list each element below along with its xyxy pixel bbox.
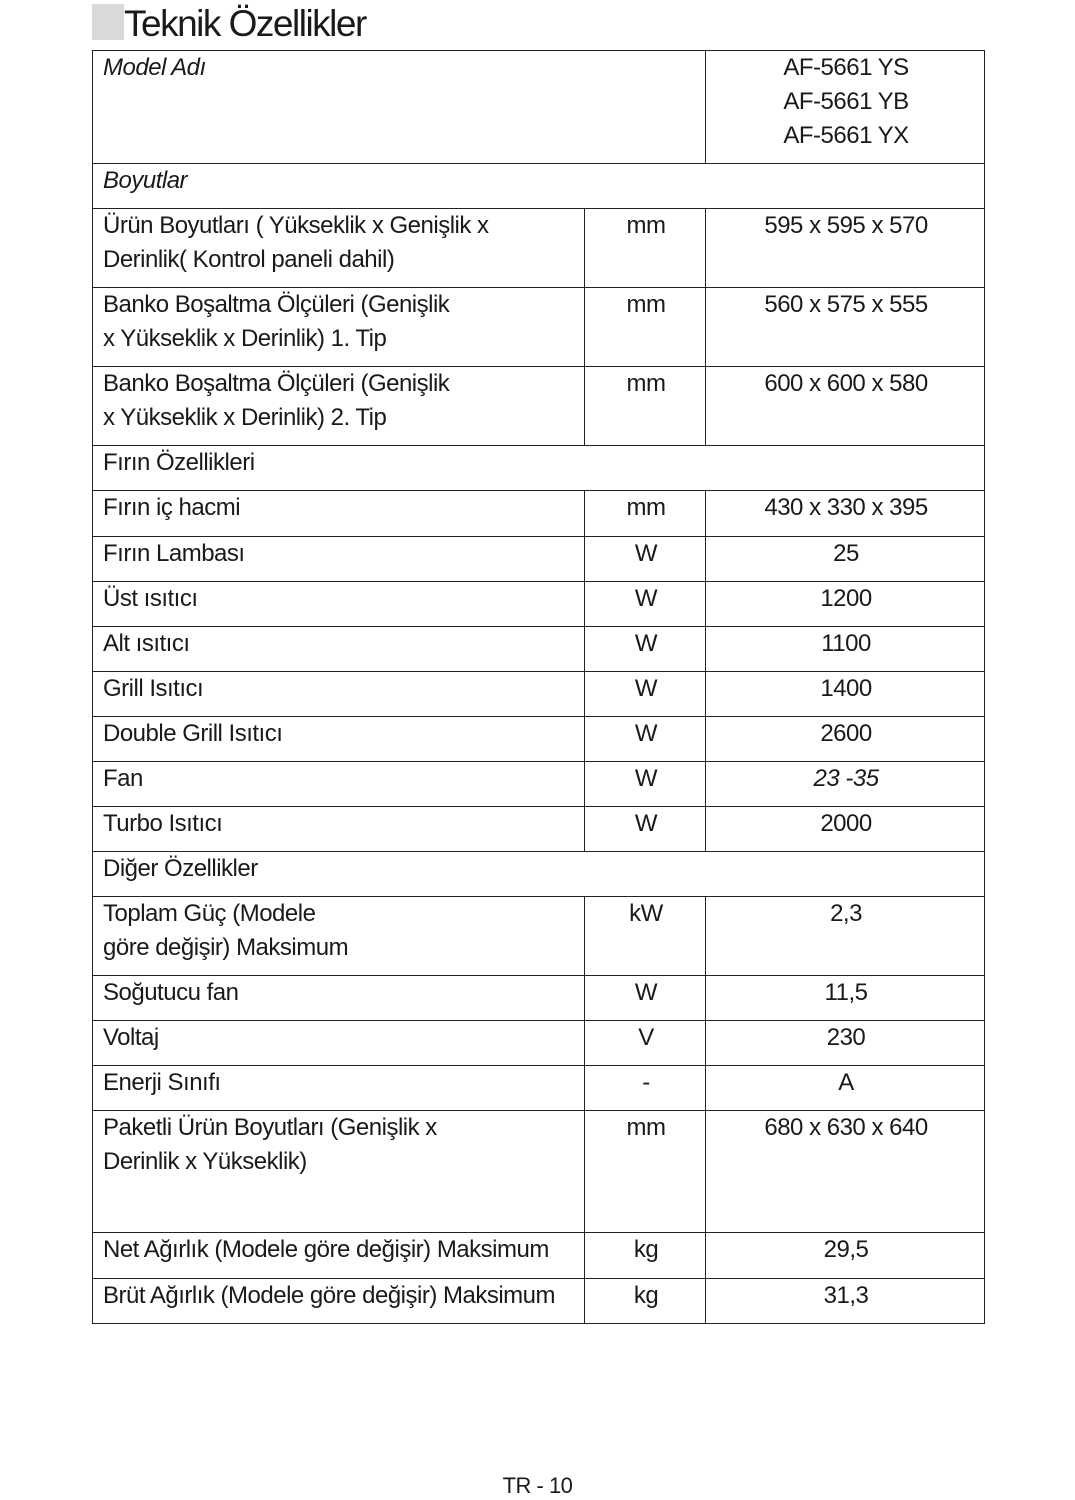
- table-row: [93, 1111, 985, 1233]
- section-title: Fırın Özellikleri: [93, 446, 985, 491]
- model-values: [706, 51, 985, 164]
- row-unit: mm: [585, 209, 706, 288]
- row-value: 1400: [706, 672, 985, 717]
- row-label: Enerji Sınıfı: [93, 1066, 585, 1111]
- table-row: [93, 897, 985, 976]
- row-label-line: göre değişir) Maksimum: [103, 934, 349, 961]
- row-unit: -: [585, 1066, 706, 1111]
- row-value: 1100: [706, 627, 985, 672]
- table-row: [93, 1066, 985, 1111]
- row-value: 1200: [706, 582, 985, 627]
- row-label: Fan: [93, 762, 585, 807]
- row-label: [93, 288, 585, 367]
- row-label-line: Toplam Güç (Modele: [103, 900, 316, 927]
- row-label: Fırın iç hacmi: [93, 491, 585, 537]
- table-row: [93, 288, 985, 367]
- row-label: Alt ısıtıcı: [93, 627, 585, 672]
- section-row-oven: [93, 446, 985, 491]
- row-value: 600 x 600 x 580: [706, 367, 985, 446]
- row-unit: mm: [585, 491, 706, 537]
- row-unit: W: [585, 672, 706, 717]
- row-label-line: Derinlik( Kontrol paneli dahil): [103, 246, 395, 273]
- model-value: AF-5661 YX: [783, 122, 909, 149]
- row-unit: V: [585, 1021, 706, 1066]
- row-unit: W: [585, 717, 706, 762]
- row-value: A: [706, 1066, 985, 1111]
- table-row: [93, 717, 985, 762]
- table-row: [93, 491, 985, 537]
- page-number: TR - 10: [502, 1473, 573, 1498]
- row-value: 595 x 595 x 570: [706, 209, 985, 288]
- row-label: Üst ısıtıcı: [93, 582, 585, 627]
- row-unit: kg: [585, 1233, 706, 1279]
- row-label: Turbo Isıtıcı: [93, 807, 585, 852]
- row-value: 25: [706, 537, 985, 582]
- row-unit: mm: [585, 288, 706, 367]
- row-unit: mm: [585, 1111, 706, 1233]
- row-value: 29,5: [706, 1233, 985, 1279]
- spec-table: [92, 50, 985, 1324]
- row-label: Grill Isıtıcı: [93, 672, 585, 717]
- table-row: [93, 367, 985, 446]
- section-row-other: [93, 852, 985, 897]
- row-label-line: Paketli Ürün Boyutları (Genişlik x: [103, 1114, 437, 1141]
- page-title: Teknik Özellikler: [124, 3, 366, 44]
- row-value: 2600: [706, 717, 985, 762]
- row-label: Voltaj: [93, 1021, 585, 1066]
- row-label: Soğutucu fan: [93, 976, 585, 1021]
- table-row: [93, 209, 985, 288]
- row-unit: W: [585, 762, 706, 807]
- table-row: [93, 762, 985, 807]
- row-value: 2000: [706, 807, 985, 852]
- section-row-dimensions: [93, 164, 985, 209]
- model-label: Model Adı: [93, 51, 706, 164]
- row-label: [93, 897, 585, 976]
- table-row: [93, 807, 985, 852]
- row-value: 680 x 630 x 640: [706, 1111, 985, 1233]
- row-label: [93, 367, 585, 446]
- row-value: 23 -35: [706, 762, 985, 807]
- table-row: [93, 976, 985, 1021]
- table-row: [93, 1233, 985, 1279]
- row-label: [93, 209, 585, 288]
- row-label: Fırın Lambası: [93, 537, 585, 582]
- row-unit: W: [585, 582, 706, 627]
- row-value: 430 x 330 x 395: [706, 491, 985, 537]
- row-label: Net Ağırlık (Modele göre değişir) Maksimum: [93, 1233, 585, 1279]
- title-accent-bar: [92, 4, 124, 40]
- model-row: [93, 51, 985, 164]
- row-label: Double Grill Isıtıcı: [93, 717, 585, 762]
- table-row: [93, 1021, 985, 1066]
- row-label-line: Ürün Boyutları ( Yükseklik x Genişlik x: [103, 212, 489, 239]
- table-row: [93, 627, 985, 672]
- section-title: Diğer Özellikler: [93, 852, 985, 897]
- model-value: AF-5661 YS: [783, 54, 909, 81]
- row-value: 2,3: [706, 897, 985, 976]
- table-row: [93, 1279, 985, 1324]
- row-label-line: Banko Boşaltma Ölçüleri (Genişlik: [103, 291, 450, 318]
- table-row: [93, 582, 985, 627]
- row-value: 11,5: [706, 976, 985, 1021]
- row-value: 31,3: [706, 1279, 985, 1324]
- model-value: AF-5661 YB: [783, 88, 909, 115]
- row-unit: W: [585, 627, 706, 672]
- row-unit: mm: [585, 367, 706, 446]
- row-unit: W: [585, 976, 706, 1021]
- section-title: Boyutlar: [93, 164, 985, 209]
- table-row: [93, 672, 985, 717]
- row-unit: W: [585, 807, 706, 852]
- row-value: 560 x 575 x 555: [706, 288, 985, 367]
- row-unit: kW: [585, 897, 706, 976]
- row-label-line: Derinlik x Yükseklik): [103, 1148, 307, 1175]
- row-value: 230: [706, 1021, 985, 1066]
- row-label-line: x Yükseklik x Derinlik) 2. Tip: [103, 404, 387, 431]
- row-label: Brüt Ağırlık (Modele göre değişir) Maksimum: [93, 1279, 585, 1324]
- row-unit: W: [585, 537, 706, 582]
- row-unit: kg: [585, 1279, 706, 1324]
- row-label-line: x Yükseklik x Derinlik) 1. Tip: [103, 325, 387, 352]
- row-label-line: Banko Boşaltma Ölçüleri (Genişlik: [103, 370, 450, 397]
- table-row: [93, 537, 985, 582]
- row-label: [93, 1111, 585, 1233]
